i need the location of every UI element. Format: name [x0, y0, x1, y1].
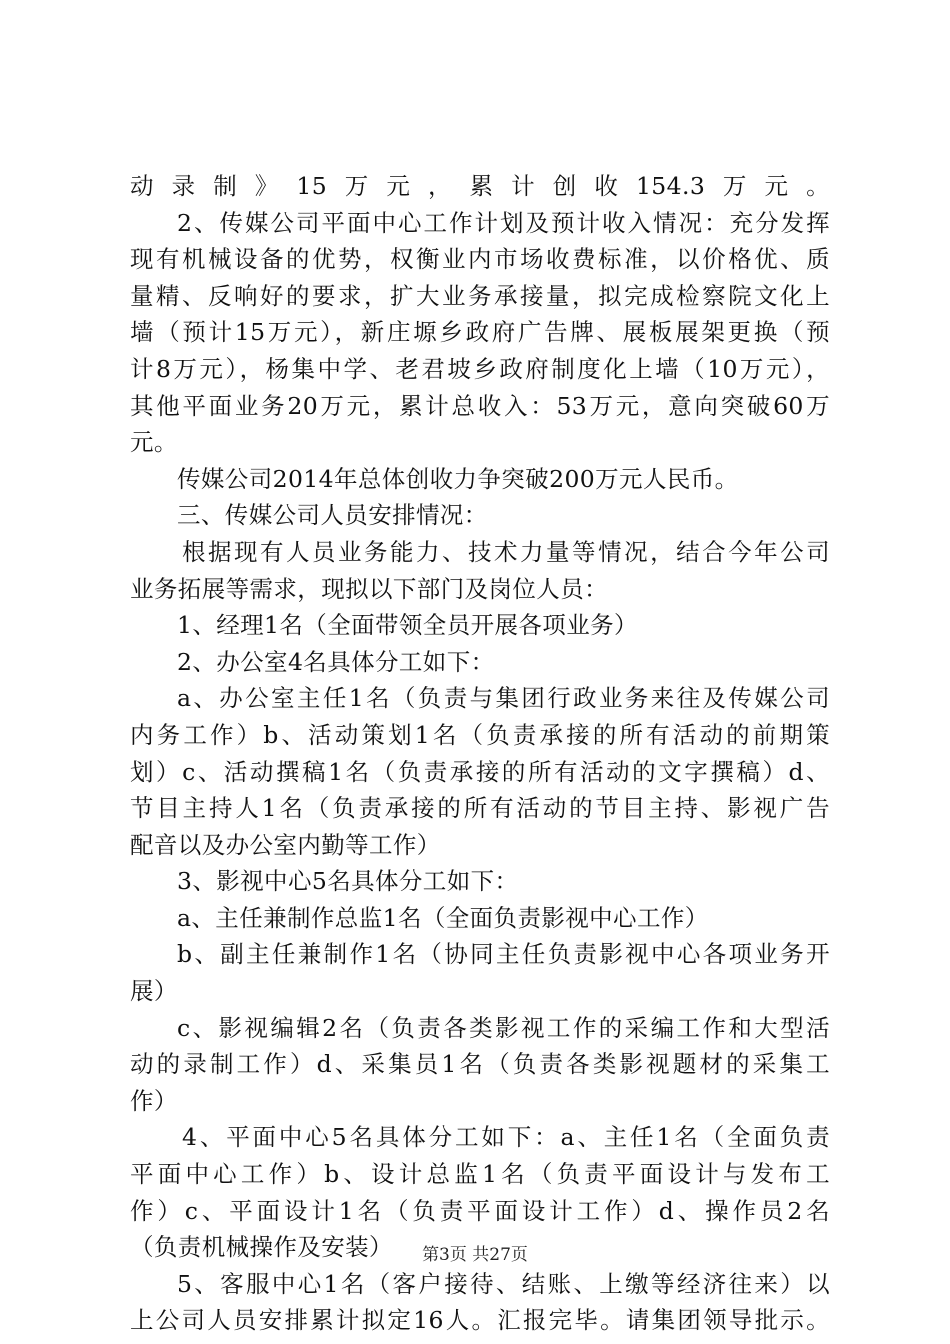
text-line: 元。: [130, 428, 178, 457]
text-line: 4、平面中心5名具体分工如下：a、主任1名（全面负责: [182, 1123, 830, 1152]
text-line: 计8万元），杨集中学、老君坡乡政府制度化上墙（10万元），: [130, 354, 830, 383]
text-line: 节目主持人1名（负责承接的所有活动的节目主持、影视广告: [130, 794, 830, 823]
text-line: 业务拓展等需求，现拟以下部门及岗位人员：: [130, 574, 608, 603]
text-line: 2、办公室4名具体分工如下：: [177, 647, 495, 676]
text-line: 2、传媒公司平面中心工作计划及预计收入情况：充分发挥: [177, 208, 830, 237]
text-line: b、副主任兼制作1名（协同主任负责影视中心各项业务开: [177, 940, 830, 969]
text-line: 动录制》15万元，累计创收154.3万元。: [130, 172, 830, 200]
text-line: 平面中心工作）b、设计总监1名（负责平面设计与发布工: [130, 1160, 830, 1189]
text-line: 根据现有人员业务能力、技术力量等情况，结合今年公司: [182, 537, 830, 566]
text-line: 量精、反响好的要求，扩大业务承接量，拟完成检察院文化上: [130, 281, 830, 310]
text-line: 墙（预计15万元），新庄塬乡政府广告牌、展板展架更换（预: [130, 318, 830, 347]
text-line: 配音以及办公室内勤等工作）: [130, 830, 441, 859]
text-line: 5、客服中心1名（客户接待、结账、上缴等经济往来）以: [177, 1269, 830, 1298]
text-line: 1、经理1名（全面带领全员开展各项业务）: [177, 611, 638, 640]
text-line: 动的录制工作）d、采集员1名（负责各类影视题材的采集工: [130, 1050, 830, 1079]
text-line: 现有机械设备的优势，权衡业内市场收费标准，以价格优、质: [130, 245, 830, 274]
page-number-footer: 第3页 共27页: [422, 1245, 528, 1265]
text-line: c、影视编辑2名（负责各类影视工作的采编工作和大型活: [177, 1013, 830, 1042]
text-line: a、主任兼制作总监1名（全面负责影视中心工作）: [177, 903, 709, 932]
text-line: （负责机械操作及安装）: [130, 1233, 393, 1262]
text-line: a、办公室主任1名（负责与集团行政业务来往及传媒公司: [177, 684, 830, 713]
document-body: [130, 168, 830, 1339]
text-line: 展）: [130, 977, 178, 1006]
text-line: 上公司人员安排累计拟定16人。汇报完毕。请集团领导批示。: [130, 1306, 830, 1335]
text-line: 作）: [130, 1086, 178, 1115]
text-line: 传媒公司2014年总体创收力争突破200万元人民币。: [177, 464, 739, 493]
text-line: 作）c、平面设计1名（负责平面设计工作）d、操作员2名: [130, 1196, 830, 1225]
text-line: 划）c、活动撰稿1名（负责承接的所有活动的文字撰稿）d、: [130, 757, 830, 786]
section-heading: 三、传媒公司人员安排情况：: [177, 501, 488, 530]
text-line: 其他平面业务20万元，累计总收入：53万元，意向突破60万: [130, 391, 830, 420]
text-line: 3、影视中心5名具体分工如下：: [177, 867, 519, 896]
text-line: 内务工作）b、活动策划1名（负责承接的所有活动的前期策: [130, 720, 830, 749]
